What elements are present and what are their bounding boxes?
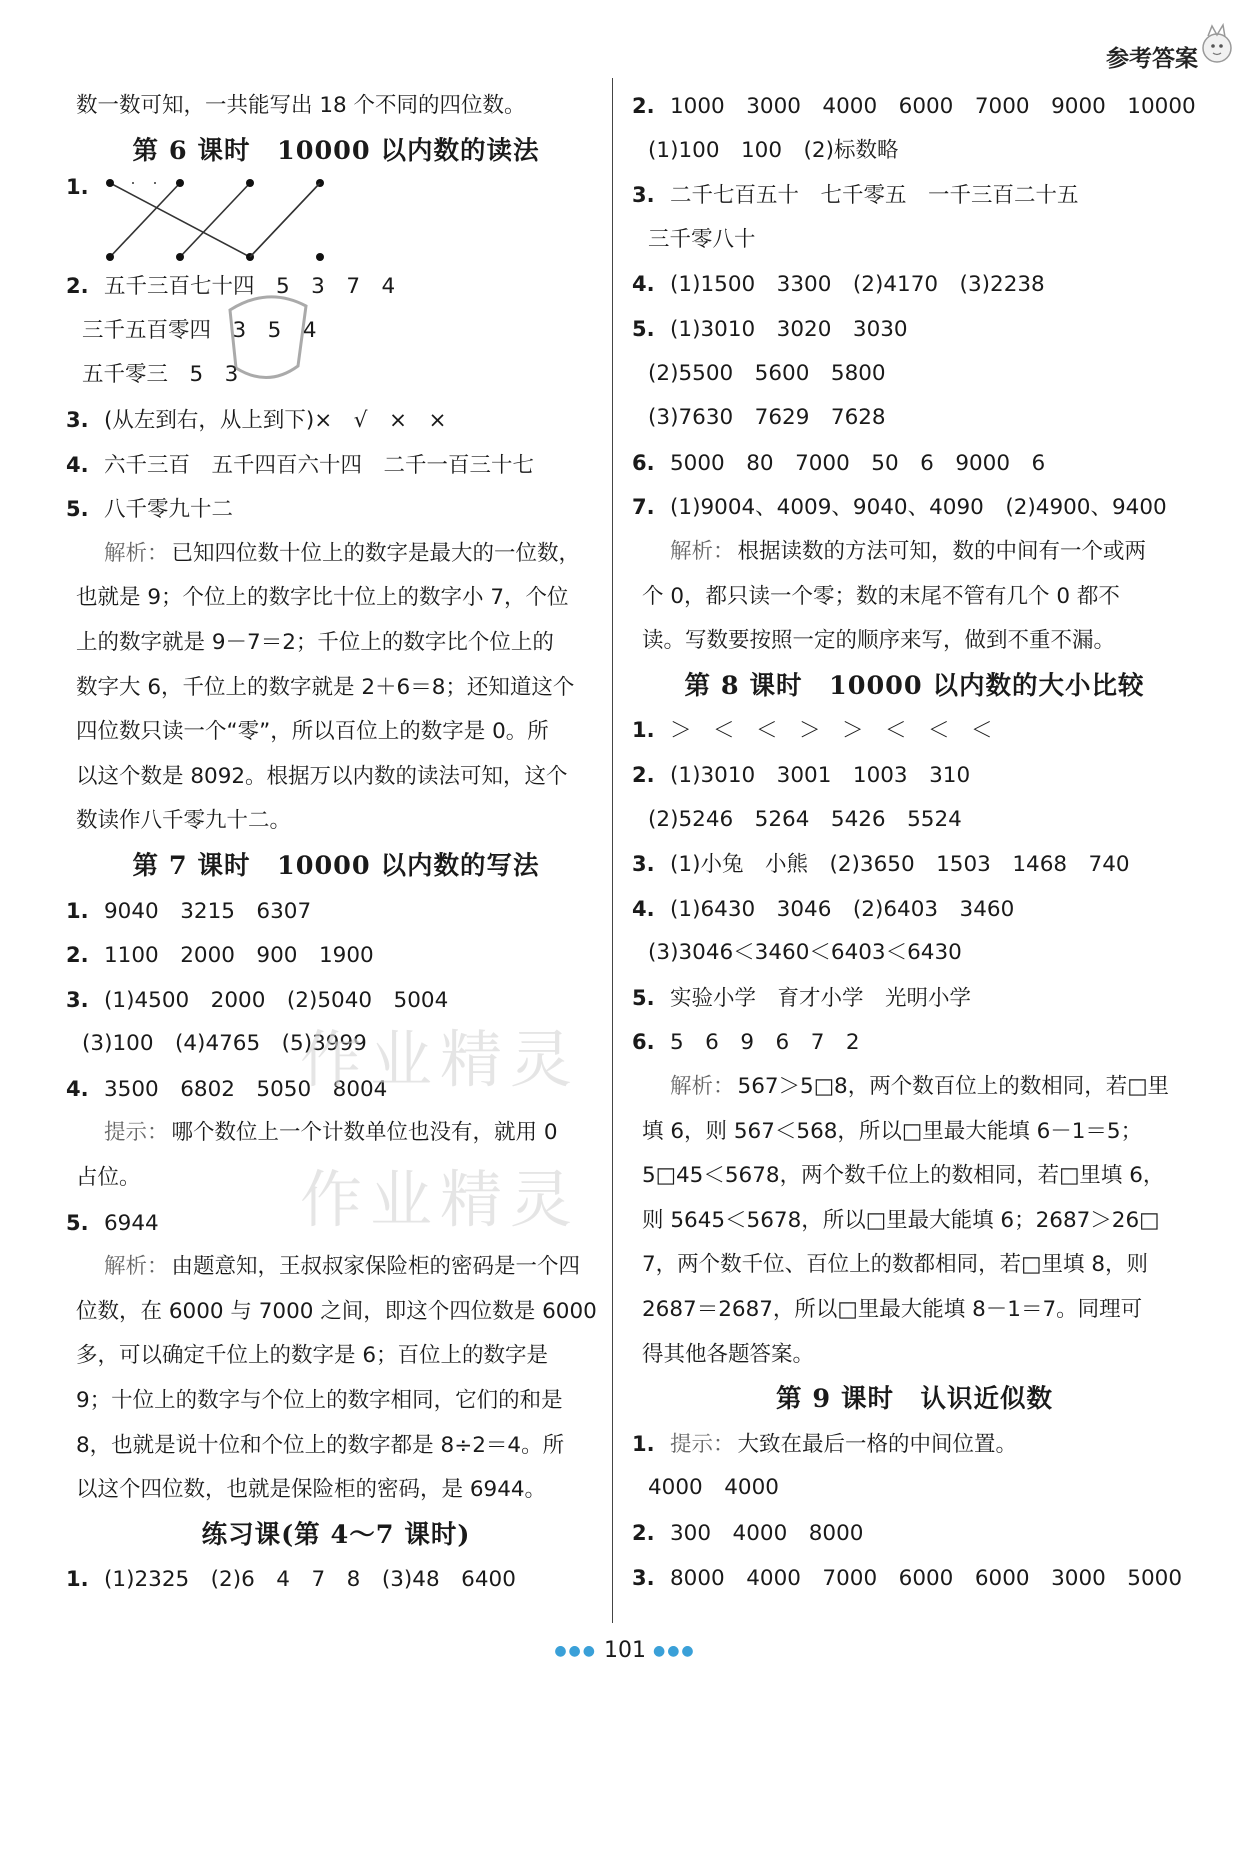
mascot-icon (1194, 22, 1240, 72)
line-text: 8000 4000 7000 6000 6000 3000 5000 (670, 1565, 1183, 1591)
line-text: 8，也就是说十位和个位上的数字都是 8÷2＝4。所 (76, 1432, 565, 1458)
line-text: 5□45＜5678，两个数千位上的数相同，若□里填 6， (642, 1163, 1165, 1189)
item-number: 4. (66, 1076, 89, 1101)
line-text: 得其他各题答案。 (642, 1341, 815, 1367)
item-number: 3. (66, 987, 89, 1012)
line-text: 二千七百五十 七千零五 一千三百二十五 (670, 183, 1079, 209)
answer-item (632, 708, 1197, 753)
answer-text-line (66, 576, 606, 621)
line-text: 9；十位上的数字与个位上的数字相同，它们的和是 (76, 1388, 563, 1414)
answer-item (632, 307, 1197, 352)
answer-item (66, 487, 606, 532)
answer-text-line (66, 710, 606, 755)
answer-item (632, 1511, 1197, 1556)
answer-item (66, 173, 606, 264)
line-text: 5000 80 7000 50 6 9000 6 (670, 450, 1046, 476)
line-text: 上的数字就是 9－7＝2；千位上的数字比个位上的 (76, 629, 554, 655)
answer-item (66, 443, 606, 488)
line-text: 数字大 6，千位上的数字就是 2＋6＝8；还知道这个 (76, 674, 575, 700)
line-text: 五千三百七十四 5 3 7 4 (104, 274, 396, 300)
analysis-label: 解析： (104, 1254, 169, 1280)
column-divider (612, 78, 613, 1623)
line-text: 已知四位数十位上的数字是最大的一位数， (171, 540, 581, 566)
matching-lines-diagram (104, 175, 344, 267)
line-text: (从左到右，从上到下)× √ × × (104, 407, 447, 433)
line-text: 五千零三 5 3 (82, 362, 239, 388)
line-text: 位数，在 6000 与 7000 之间，即这个四位数是 6000 (76, 1298, 597, 1324)
item-number: 3. (632, 183, 655, 208)
line-text: 3500 6802 5050 8004 (104, 1076, 388, 1102)
answer-item (632, 173, 1197, 218)
line-text: (1)2325 (2)6 4 7 8 (3)48 6400 (104, 1567, 516, 1593)
item-number: 1. (66, 175, 89, 200)
analysis-label: 提示： (670, 1431, 735, 1457)
answer-item (632, 1020, 1197, 1065)
line-text: (1)3010 3001 1003 310 (670, 762, 971, 788)
answer-text-line (66, 755, 606, 800)
item-number: 5. (632, 316, 655, 341)
answer-item (632, 441, 1197, 486)
line-text: 占位。 (76, 1165, 141, 1191)
answer-text-line (66, 1290, 606, 1335)
line-text: (1)9004、4009、9040、4090 (2)4900、9400 (670, 495, 1167, 521)
section-heading (632, 1377, 1197, 1422)
item-number: 1. (66, 1567, 89, 1592)
answer-text-line (66, 353, 606, 398)
answer-text-line (66, 84, 606, 129)
line-text: 根据读数的方法可知，数的中间有一个或两 (737, 538, 1147, 564)
line-text: 也就是 9；个位上的数字比十位上的数字小 7，个位 (76, 585, 569, 611)
answer-text-line (632, 530, 1197, 575)
line-text: 第 8 课时 10000 以内数的大小比较 (684, 670, 1145, 701)
answer-item (632, 485, 1197, 530)
line-text: 数读作八千零九十二。 (76, 808, 292, 834)
line-text: 实验小学 育才小学 光明小学 (670, 985, 972, 1011)
line-text: (1)4500 2000 (2)5040 5004 (104, 987, 449, 1013)
line-text: (1)3010 3020 3030 (670, 316, 908, 342)
page-number: 101 (604, 1638, 646, 1663)
answer-text-line (632, 575, 1197, 620)
analysis-label: 解析： (104, 540, 169, 566)
line-text: 6944 (104, 1210, 159, 1236)
line-text: (2)5500 5600 5800 (648, 360, 886, 386)
analysis-label: 解析： (670, 1074, 735, 1100)
answer-item (66, 933, 606, 978)
item-number: 7. (632, 495, 655, 520)
answer-text-line (632, 931, 1197, 976)
line-text: 第 7 课时 10000 以内数的写法 (132, 850, 540, 881)
line-text: 7，两个数千位、百位上的数都相同，若□里填 8，则 (642, 1252, 1149, 1278)
answer-text-line (66, 1334, 606, 1379)
section-heading (66, 1513, 606, 1558)
line-text: (3)100 (4)4765 (5)3999 (82, 1031, 367, 1057)
line-text: 567＞5□8，两个数百位上的数相同，若□里 (737, 1074, 1170, 1100)
line-text: 四位数只读一个“零”，所以百位上的数字是 0。所 (76, 719, 549, 745)
item-number: 4. (632, 896, 655, 921)
line-text: (1)小兔 小熊 (2)3650 1503 1468 740 (670, 852, 1130, 878)
line-text: 练习课(第 4～7 课时) (201, 1519, 471, 1550)
analysis-label: 提示： (104, 1120, 169, 1146)
answer-text-line (632, 1199, 1197, 1244)
header-title: 参考答案 (1106, 46, 1198, 72)
item-number: 1. (632, 718, 655, 743)
answer-item (632, 976, 1197, 1021)
line-text: 9040 3215 6307 (104, 898, 312, 924)
item-number: 5. (632, 985, 655, 1010)
item-number: 2. (632, 762, 655, 787)
line-text: (2)5246 5264 5426 5524 (648, 806, 962, 832)
answer-text-line (632, 396, 1197, 441)
line-text: 第 9 课时 认识近似数 (776, 1384, 1053, 1415)
stamp-seal (218, 288, 318, 392)
answer-text-line (632, 1466, 1197, 1511)
line-text: 5 6 9 6 7 2 (670, 1030, 860, 1056)
line-text: 八千零九十二 (104, 497, 234, 523)
section-heading (66, 844, 606, 889)
item-number: 2. (632, 1521, 655, 1545)
item-number: 6. (632, 1030, 655, 1055)
answer-text-line (66, 1424, 606, 1469)
line-text: (1)100 100 (2)标数略 (648, 137, 899, 163)
line-text: (1)6430 3046 (2)6403 3460 (670, 896, 1015, 922)
watermark-text: 作业精灵 (300, 1023, 581, 1096)
line-text: 数一数可知，一共能写出 18 个不同的四位数。 (76, 93, 526, 118)
answer-text-line (632, 129, 1197, 174)
item-number: 3. (66, 407, 89, 432)
line-text: 4000 4000 (648, 1475, 779, 1501)
answer-text-line (632, 619, 1197, 664)
item-number: 2. (66, 943, 89, 968)
answer-item (632, 84, 1197, 129)
answer-text-line (66, 1468, 606, 1513)
item-number: 5. (66, 497, 89, 522)
answer-item (66, 264, 606, 309)
line-text: 以这个数是 8092。根据万以内数的读法可知，这个 (76, 763, 568, 789)
line-text: 多，可以确定千位上的数字是 6；百位上的数字是 (76, 1343, 549, 1369)
item-number: 5. (66, 1210, 89, 1235)
answer-text-line (632, 218, 1197, 263)
answer-item (632, 262, 1197, 307)
item-number: 1. (632, 1431, 655, 1456)
answer-text-line (632, 1333, 1197, 1378)
line-text: 填 6，则 567＜568，所以□里最大能填 6－1＝5； (642, 1118, 1143, 1144)
item-number: 2. (632, 94, 655, 118)
left-column (66, 84, 606, 1602)
answer-item (632, 842, 1197, 887)
right-column (632, 84, 1197, 1600)
answer-text-line (632, 1065, 1197, 1110)
answer-text-line (66, 799, 606, 844)
line-text: (3)3046＜3460＜6403＜6430 (648, 940, 962, 966)
answer-item (66, 398, 606, 443)
item-number: 3. (632, 1565, 655, 1590)
answer-text-line (66, 309, 606, 354)
answer-text-line (66, 1379, 606, 1424)
answer-text-line (66, 1245, 606, 1290)
line-text: 哪个数位上一个计数单位也没有，就用 0 (171, 1120, 558, 1146)
section-heading (66, 129, 606, 174)
answer-item (632, 1422, 1197, 1467)
answer-item (66, 889, 606, 934)
line-text: (3)7630 7629 7628 (648, 405, 886, 431)
line-text: 三千零八十 (648, 226, 756, 252)
answer-text-line (66, 621, 606, 666)
section-heading (632, 664, 1197, 709)
item-number: 3. (632, 852, 655, 877)
line-text: 读。写数要按照一定的顺序来写，做到不重不漏。 (642, 628, 1116, 654)
line-text: 则 5645＜5678，所以□里最大能填 6；2687＞26□ (642, 1207, 1160, 1233)
answer-text-line (632, 1154, 1197, 1199)
answer-text-line (66, 532, 606, 577)
answer-text-line (632, 1288, 1197, 1333)
answer-text-line (632, 1110, 1197, 1155)
line-text: 三千五百零四 3 5 4 (82, 317, 317, 343)
item-number: 4. (632, 272, 655, 297)
answer-text-line (632, 352, 1197, 397)
item-number: 2. (66, 274, 89, 299)
line-text: 大致在最后一格的中间位置。 (737, 1431, 1018, 1457)
answer-item (632, 887, 1197, 932)
page-number-footer (0, 1638, 1250, 1663)
answer-text-line (66, 666, 606, 711)
dots-icon: ●●● (554, 1643, 597, 1659)
line-text: 300 4000 8000 (670, 1521, 864, 1546)
answer-item (632, 753, 1197, 798)
answer-text-line (632, 1243, 1197, 1288)
analysis-label: 解析： (670, 538, 735, 564)
line-text: (1)1500 3300 (2)4170 (3)2238 (670, 272, 1045, 298)
answer-item (66, 1557, 606, 1602)
line-text: ＞ ＜ ＜ ＞ ＞ ＜ ＜ ＜ (670, 718, 993, 744)
answer-item (632, 1556, 1197, 1601)
line-text: 第 6 课时 10000 以内数的读法 (132, 135, 540, 166)
answer-text-line (632, 798, 1197, 843)
item-number: 6. (632, 450, 655, 475)
line-text: 六千三百 五千四百六十四 二千一百三十七 (104, 452, 535, 478)
line-text: 1000 3000 4000 6000 7000 9000 10000 (670, 94, 1196, 119)
line-text: 以这个四位数，也就是保险柜的密码，是 6944。 (76, 1477, 547, 1503)
line-text: 个 0，都只读一个零；数的末尾不管有几个 0 都不 (642, 583, 1120, 609)
line-text: 2687＝2687，所以□里最大能填 8－1＝7。同理可 (642, 1297, 1143, 1323)
line-text: 由题意知，王叔叔家保险柜的密码是一个四 (171, 1254, 581, 1280)
watermark-text: 作业精灵 (300, 1163, 581, 1236)
line-text: 1100 2000 900 1900 (104, 943, 374, 969)
dots-icon: ●●● (653, 1643, 696, 1659)
item-number: 1. (66, 898, 89, 923)
item-number: 4. (66, 452, 89, 477)
